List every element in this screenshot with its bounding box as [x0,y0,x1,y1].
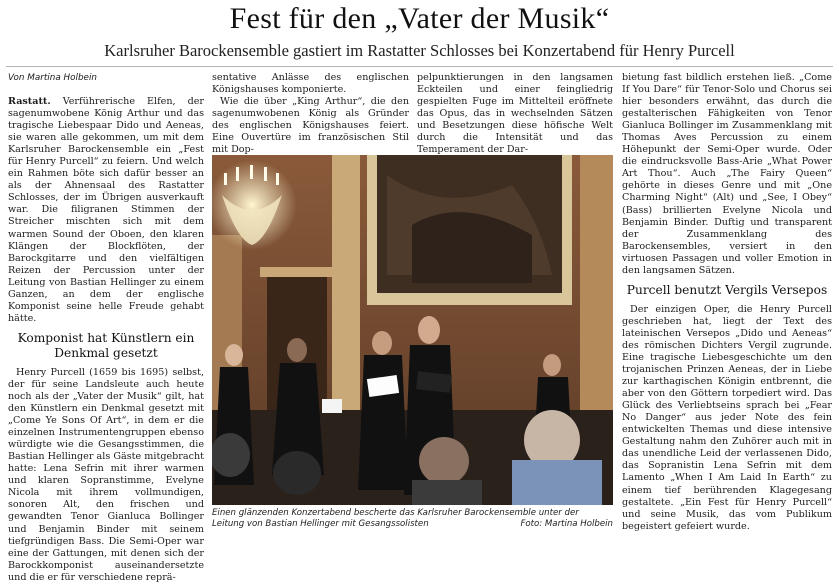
dateline: Rastatt. [8,96,51,107]
header-divider [6,66,833,67]
paragraph: Der einzigen Oper, die Henry Purcell geschrieben hat, liegt der Text des lateinischen Versepos „Dido und Aeneas“ des römischen Dichters Vergil zugrunde. Eine tragische Liebesgeschichte um den trojanischen Prinzen Aeneas, der in Liebe zur karthagischen Königin entbrennt, die aber von den Göttern torpediert wird. Das Glück des Verliebtseins sprach bei „Fear No Danger“ aus jeder Note des fein entwickelten Themas und diese intensive Gestaltung nahm den Zuhörer auch mit in das unendliche Leid der verlassenen Dido, das Sopranistin Lena Sefrin mit dem Lamento „When I Am Laid In Earth“ zu einem tief berührenden Klagegesang gestaltete. „Ein Fest für Henry Purcell“ und seine Musik, das vom Publikum begeistert gefeiert wurde. [622,303,832,532]
paragraph: Henry Purcell (1659 bis 1695) selbst, der für seine Landsleute auch heute noch als der „Vater der Musik“ gilt, hat den Künstlern ein Denkmal gesetzt mit „Come Ye Sons Of Art“, in dem er die einzelnen Instrumentengruppen ebenso würdigte wie die Gesangsstimmen, die Bastian Hellinger als Gäste mitgebracht hatte: Lena Sefrin mit ihrer warmen und klaren Sopranstimme, Evelyne Nicola mit ihrem vollmundigen, sonoren Alt, den frischen und gewandten Tenor Gianluca Bollinger und Benjamin Binder mit seinem tiefgründigen Bass. Die Semi-Oper war eine der Gattungen, mit denen sich der Barockkomponist auseinandersetzte und die er für verschiedene reprä- [8,366,204,583]
photo-caption [212,508,613,530]
concert-photo [212,155,613,505]
paragraph: Wie die über „King Arthur“, die den sagenumwobenen König als Gründer des englischen Königshauses feiert. Eine Ouvertüre im französischen Stil mit Dop- [212,96,409,156]
article-subheadline: Karlsruher Barockensemble gastiert im Rastatter Schlosses bei Konzertabend für Henry Purcell [104,41,735,60]
section-heading: Purcell benutzt Vergils Versepos [626,282,828,297]
text-column-2 [212,72,409,156]
text-column-3 [417,72,613,156]
paragraph: pelpunktierungen in den langsamen Eckteilen und einer feingliedrig gespielten Fuge im Mittelteil eröffnete das Opus, das in wechselnden Sätzen und Besetzungen diese höfische Welt durch die Intensität und das Temperament der Dar- [417,72,613,156]
text-column-4 [622,72,832,533]
section-heading: Komponist hat Künstlern ein Denkmal gesetzt [17,330,195,360]
paragraph [8,96,204,325]
paragraph: sentative Anlässe des englischen Königshauses komponierte. [212,72,409,96]
article-byline: Von Martina Holbein [8,73,97,83]
photo-credit: Foto: Martina Holbein [520,519,613,530]
caption-text: Einen glänzenden Konzertabend bescherte das Karlsruher Barockensemble unter der Leitung von Bastian Hellinger mit Gesangssolisten [212,508,579,530]
article-headline: Fest für den „Vater der Musik“ [229,2,610,35]
text-column-1 [8,96,204,584]
paragraph: bietung fast bildlich erstehen ließ. „Come If You Dare“ für Tenor-Solo und Chorus sei hier besonders erwähnt, das durch die gestalterischen Fähigkeiten von Tenor Gianluca Bollinger im Zusammenklang mit Thomas Aves Percussion zu einem Höhepunkt der Semi-Oper wurde. Oder die eindrucksvolle Bass-Arie „What Power Art Thou“. Auch „The Fairy Queen“ gehörte in dieses Genre und mit „One Charming Night“ (Alt) und „See, I Obey“ (Bass) brillierten Evelyne Nicola und Benjamin Binder. Duftig und transparent der Zusammenklang des Barockensembles, versiert in den virtuosen Passagen und voller Emotion in den langsamen Sätzen. [622,72,832,276]
paragraph-text: Verführerische Elfen, der sagenumwobene König Arthur und das tragische Liebespaar Dido und Aeneas, sie waren alle gekommen, um mit dem Karlsruher Barockensemble ein „Fest für Henry Purcell“ zu feiern. Und welch ein Rahmen böte sich dafür besser an als der Ahnensaal des Rastatter Schlosses, der im Übrigen ausverkauft war. Die filigranen Stimmen der Streicher mischten sich mit dem warmen Sound der Oboen, den klaren Klängen der Blockflöten, der Barockgitarre und den vielfältigen Reizen der Percussion unter der Leitung von Bastian Hellinger zu einem Ganzen, an dem der englische Komponist seine helle Freude gehabt hätte. [8,96,204,324]
